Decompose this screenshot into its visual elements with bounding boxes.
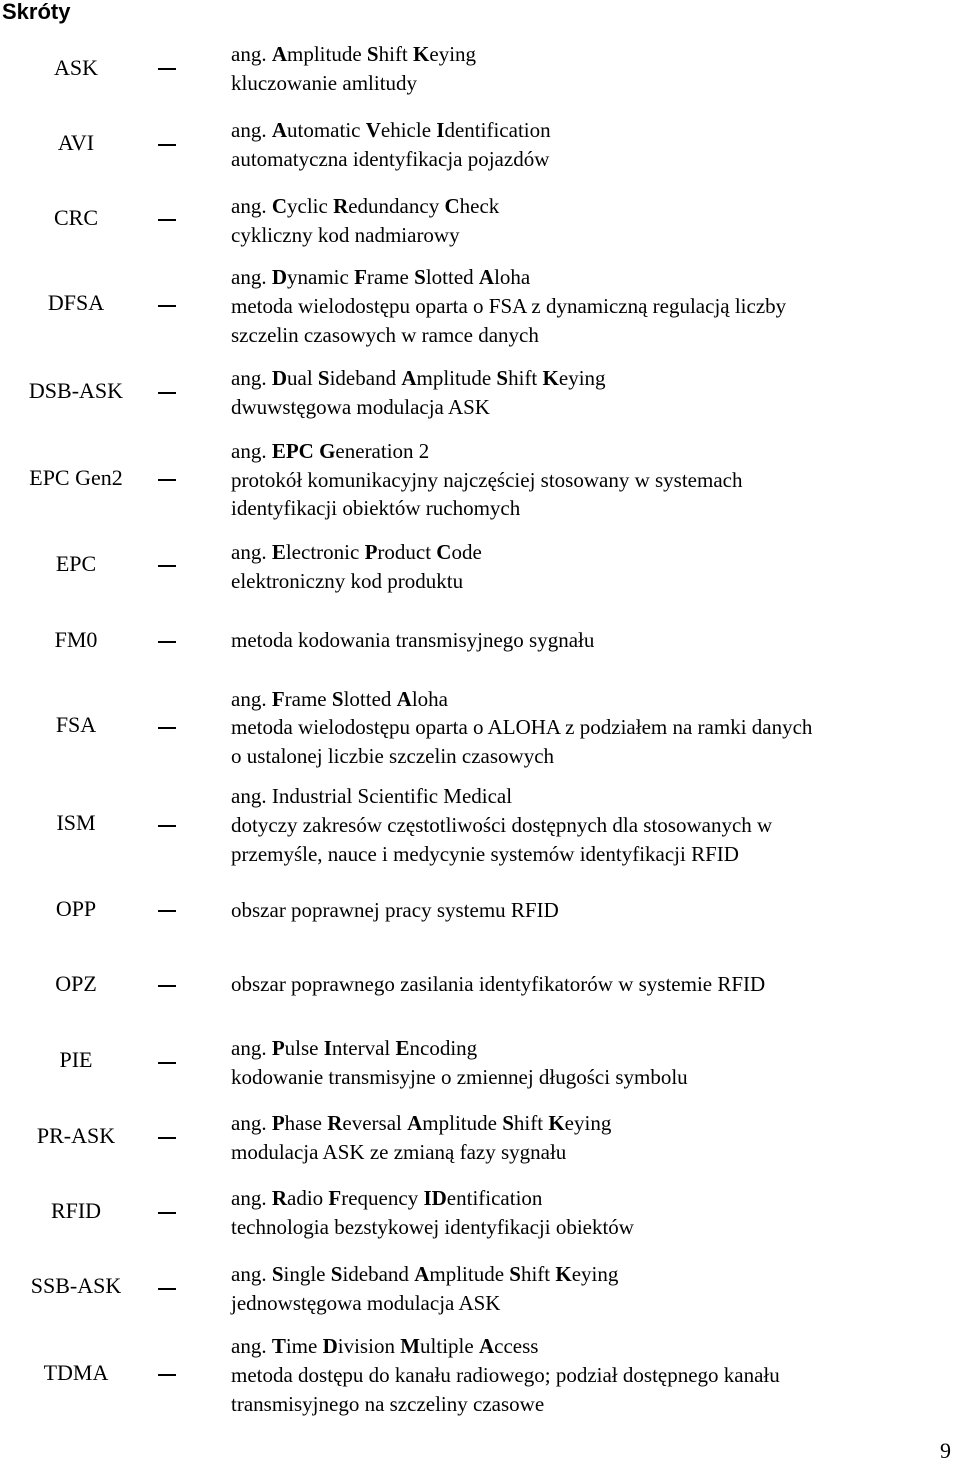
abbreviation-term: EPC Gen2: [29, 465, 123, 490]
acronym-letter: C: [271, 194, 287, 218]
acronym-letter: P: [271, 1111, 285, 1135]
abbreviation-term: AVI: [57, 130, 95, 155]
definition-line: [231, 192, 499, 221]
definition-text: ang.: [231, 687, 272, 711]
definition-text: ncoding: [409, 1036, 478, 1060]
definition-line: [231, 221, 460, 250]
em-dash-separator: [158, 1212, 176, 1214]
acronym-letter: ID: [423, 1186, 447, 1210]
acronym-letter: S: [317, 366, 330, 390]
definition-line: [231, 1034, 477, 1063]
definition-text: przemyśle, nauce i medycynie systemów identyfikacji RFID: [231, 842, 739, 866]
acronym-letter: M: [400, 1334, 421, 1358]
abbreviation-term: PIE: [59, 1047, 93, 1072]
definition-text: ulse: [284, 1036, 324, 1060]
acronym-letter: C: [444, 194, 460, 218]
definition-text: eying: [571, 1262, 619, 1286]
definition-text: lotted: [343, 687, 397, 711]
acronym-letter: R: [333, 194, 349, 218]
acronym-letter: F: [271, 687, 285, 711]
acronym-letter: E: [271, 540, 286, 564]
definition-text: automatyczna identyfikacja pojazdów: [231, 147, 550, 171]
definition-text: ccess: [494, 1334, 539, 1358]
acronym-letter: S: [414, 265, 426, 289]
definition-text: requency: [341, 1186, 424, 1210]
definition-line: [231, 292, 786, 321]
acronym-letter: R: [327, 1111, 343, 1135]
definition-text: metoda wielodostępu oparta o ALOHA z podziałem na ramki danych: [231, 715, 813, 739]
definition-line: [231, 1063, 688, 1092]
definition-line: [231, 685, 448, 714]
definition-line: [231, 494, 520, 523]
definition-text: elektroniczny kod produktu: [231, 569, 464, 593]
definition-text: metoda wielodostępu oparta o FSA z dynamiczną regulacją liczby: [231, 294, 787, 318]
abbreviation-term: FSA: [55, 712, 97, 737]
definition-text: ang. Industrial Scientific Medical: [231, 784, 513, 808]
definition-text: eying: [429, 42, 477, 66]
definition-line: [231, 1332, 538, 1361]
definition-text: ang.: [231, 1186, 272, 1210]
definition-text: kodowanie transmisyjne o zmiennej długości symbolu: [231, 1065, 688, 1089]
definition-text: mplitude: [422, 1111, 503, 1135]
acronym-letter: S: [509, 1262, 521, 1286]
definition-text: loha: [411, 687, 448, 711]
definition-text: edundancy: [348, 194, 445, 218]
acronym-letter: T: [271, 1334, 286, 1358]
acronym-letter: S: [271, 1262, 284, 1286]
em-dash-separator: [158, 392, 176, 394]
definition-text: eying: [564, 1111, 612, 1135]
acronym-letter: P: [364, 540, 378, 564]
definition-text: adio: [287, 1186, 329, 1210]
abbreviation-term: OPZ: [55, 971, 97, 996]
abbreviation-term: DFSA: [47, 290, 105, 315]
definition-text: hift: [520, 1262, 556, 1286]
acronym-letter: K: [413, 42, 430, 66]
definition-text: ideband: [329, 366, 402, 390]
acronym-letter: A: [396, 687, 412, 711]
definition-text: dentification: [444, 118, 551, 142]
acronym-letter: R: [271, 1186, 287, 1210]
definition-text: lotted: [425, 265, 479, 289]
definition-line: [231, 742, 554, 771]
acronym-letter: V: [365, 118, 381, 142]
definition-text: ang.: [231, 1334, 272, 1358]
acronym-letter: K: [542, 366, 559, 390]
definition-line: [231, 713, 812, 742]
acronym-letter: C: [436, 540, 452, 564]
definition-line: [231, 626, 594, 655]
definition-text: hase: [284, 1111, 328, 1135]
definition-text: dotyczy zakresów częstotliwości dostępnych dla stosowanych w: [231, 813, 773, 837]
abbreviation-term: TDMA: [43, 1360, 109, 1385]
acronym-letter: E: [395, 1036, 410, 1060]
acronym-letter: S: [331, 687, 344, 711]
definition-text: hift: [378, 42, 414, 66]
definition-text: ang.: [231, 194, 272, 218]
acronym-letter: I: [323, 1036, 332, 1060]
abbreviation-term: EPC: [55, 551, 97, 576]
acronym-letter: A: [271, 42, 287, 66]
definition-text: rame: [366, 265, 415, 289]
definition-line: [231, 567, 463, 596]
definition-line: [231, 896, 559, 925]
acronym-letter: D: [271, 366, 287, 390]
definition-line: [231, 364, 606, 393]
definition-line: [231, 1109, 611, 1138]
definition-text: eneration 2: [335, 439, 430, 463]
acronym-letter: A: [478, 1334, 495, 1358]
abbreviation-term: CRC: [53, 205, 99, 230]
definition-text: ang.: [231, 366, 272, 390]
abbreviation-term: FM0: [54, 627, 98, 652]
em-dash-separator: [158, 727, 176, 729]
em-dash-separator: [158, 565, 176, 567]
acronym-letter: P: [271, 1036, 285, 1060]
acronym-letter: K: [548, 1111, 565, 1135]
definition-text: modulacja ASK ze zmianą fazy sygnału: [231, 1140, 567, 1164]
definition-text: ang.: [231, 540, 272, 564]
acronym-letter: A: [414, 1262, 430, 1286]
page-number: 9: [940, 1438, 951, 1463]
definition-text: mplitude: [416, 366, 497, 390]
acronym-letter: F: [328, 1186, 342, 1210]
definition-line: [231, 1289, 500, 1318]
definition-text: ime: [285, 1334, 323, 1358]
acronym-letter: EPC G: [271, 439, 336, 463]
definition-text: o ustalonej liczbie szczelin czasowych: [231, 744, 555, 768]
abbreviation-term: OPP: [55, 896, 97, 921]
definition-text: rame: [284, 687, 332, 711]
definition-text: ang.: [231, 118, 272, 142]
definition-line: [231, 1390, 544, 1419]
em-dash-separator: [158, 1062, 176, 1064]
acronym-letter: A: [271, 118, 287, 142]
definition-text: mplitude: [287, 42, 367, 66]
em-dash-separator: [158, 825, 176, 827]
acronym-letter: A: [401, 366, 417, 390]
definition-text: ang.: [231, 1111, 272, 1135]
definition-text: transmisyjnego na szczeliny czasowe: [231, 1392, 545, 1416]
acronym-letter: S: [496, 366, 509, 390]
abbreviation-term: ISM: [56, 810, 96, 835]
acronym-letter: I: [436, 118, 445, 142]
definition-text: obszar poprawnego zasilania identyfikatorów w systemie RFID: [231, 972, 766, 996]
definition-line: [231, 840, 739, 869]
definition-line: [231, 970, 765, 999]
definition-line: [231, 393, 490, 422]
abbreviation-term: PR-ASK: [36, 1123, 116, 1148]
definition-line: [231, 263, 530, 292]
definition-text: jednowstęgowa modulacja ASK: [231, 1291, 501, 1315]
definition-line: [231, 321, 539, 350]
definition-text: entification: [446, 1186, 543, 1210]
definition-text: yclic: [287, 194, 334, 218]
acronym-letter: S: [366, 42, 379, 66]
section-heading: Skróty: [2, 0, 71, 24]
definition-line: [231, 40, 476, 69]
acronym-letter: S: [502, 1111, 514, 1135]
definition-text: nterval: [331, 1036, 396, 1060]
definition-text: obszar poprawnej pracy systemu RFID: [231, 898, 559, 922]
em-dash-separator: [158, 68, 176, 70]
definition-text: dwuwstęgowa modulacja ASK: [231, 395, 490, 419]
em-dash-separator: [158, 641, 176, 643]
em-dash-separator: [158, 1374, 176, 1376]
definition-text: ehicle: [380, 118, 437, 142]
definition-text: loha: [494, 265, 531, 289]
definition-line: [231, 1138, 566, 1167]
definition-text: utomatic: [287, 118, 366, 142]
em-dash-separator: [158, 479, 176, 481]
definition-text: ang.: [231, 1036, 272, 1060]
definition-text: ode: [451, 540, 482, 564]
acronym-letter: A: [478, 265, 495, 289]
em-dash-separator: [158, 985, 176, 987]
definition-text: szczelin czasowych w ramce danych: [231, 323, 539, 347]
definition-line: [231, 466, 742, 495]
definition-text: ivision: [337, 1334, 401, 1358]
definition-line: [231, 1361, 780, 1390]
em-dash-separator: [158, 910, 176, 912]
definition-line: [231, 69, 417, 98]
em-dash-separator: [158, 219, 176, 221]
definition-text: protokół komunikacyjny najczęściej stosowany w systemach: [231, 468, 743, 492]
definition-text: lectronic: [285, 540, 365, 564]
abbreviation-term: RFID: [50, 1198, 102, 1223]
definition-text: roduct: [377, 540, 437, 564]
acronym-letter: D: [322, 1334, 338, 1358]
definition-line: [231, 811, 772, 840]
definition-text: metoda dostępu do kanału radiowego; podział dostępnego kanału: [231, 1363, 780, 1387]
definition-text: ang.: [231, 42, 272, 66]
acronym-letter: K: [555, 1262, 572, 1286]
definition-text: ultiple: [420, 1334, 479, 1358]
definition-text: ang.: [231, 265, 272, 289]
em-dash-separator: [158, 144, 176, 146]
definition-text: technologia bezstykowej identyfikacji obiektów: [231, 1215, 634, 1239]
definition-text: identyfikacji obiektów ruchomych: [231, 496, 521, 520]
acronym-letter: D: [271, 265, 287, 289]
em-dash-separator: [158, 1137, 176, 1139]
definition-text: ual: [287, 366, 318, 390]
definition-text: cykliczny kod nadmiarowy: [231, 223, 460, 247]
definition-text: eversal: [342, 1111, 408, 1135]
definition-text: ynamic: [287, 265, 355, 289]
definition-text: ingle: [283, 1262, 331, 1286]
abbreviation-term: ASK: [53, 55, 98, 80]
definition-line: [231, 145, 549, 174]
definition-line: [231, 1184, 542, 1213]
definition-line: [231, 1260, 618, 1289]
acronym-letter: S: [330, 1262, 343, 1286]
definition-line: [231, 782, 512, 811]
definition-line: [231, 437, 429, 466]
definition-text: ang.: [231, 1262, 272, 1286]
abbreviation-term: SSB-ASK: [30, 1273, 122, 1298]
acronym-letter: A: [407, 1111, 423, 1135]
definition-text: hift: [513, 1111, 549, 1135]
abbreviation-term: DSB-ASK: [28, 378, 124, 403]
em-dash-separator: [158, 1288, 176, 1290]
definition-text: ang.: [231, 439, 272, 463]
em-dash-separator: [158, 305, 176, 307]
definition-text: heck: [459, 194, 500, 218]
definition-line: [231, 1213, 634, 1242]
definition-text: kluczowanie amlitudy: [231, 71, 418, 95]
definition-text: hift: [508, 366, 543, 390]
acronym-letter: F: [354, 265, 367, 289]
definition-text: eying: [558, 366, 606, 390]
definition-text: mplitude: [429, 1262, 510, 1286]
definition-text: metoda kodowania transmisyjnego sygnału: [231, 628, 595, 652]
definition-line: [231, 116, 551, 145]
definition-text: ideband: [342, 1262, 415, 1286]
definition-line: [231, 538, 482, 567]
